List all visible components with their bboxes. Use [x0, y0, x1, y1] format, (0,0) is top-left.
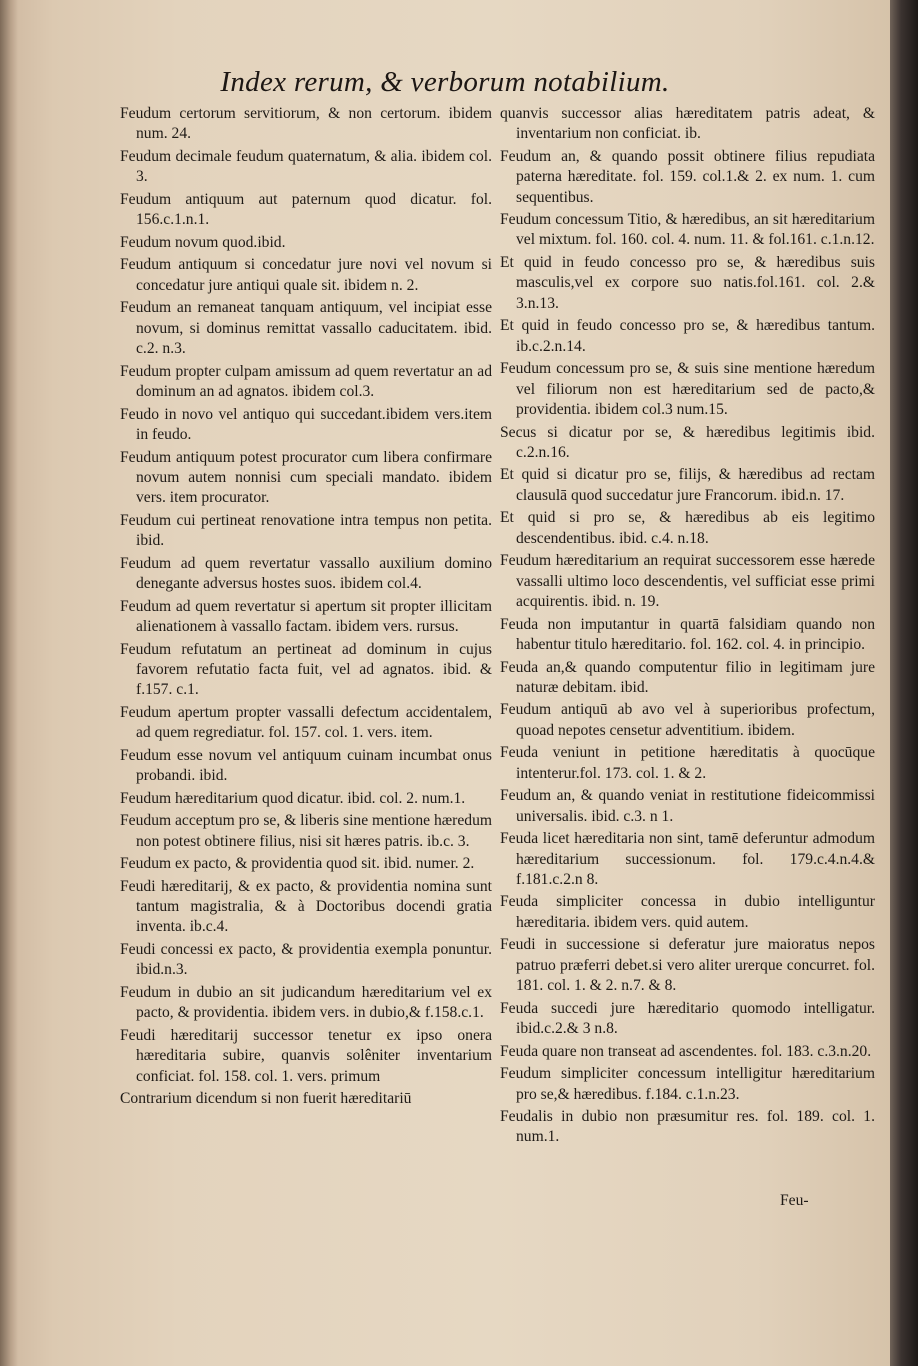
index-entry: Feudum ad quem revertatur vassallo auxilium domino denegante adversus hostes suos. ibidem col.4.	[120, 554, 492, 592]
index-entry: Feuda licet hæreditaria non sint, tamē deferuntur admodum hæreditarium successionum. fol. 179.c.4.n.4.& f.181.c.2.n 8.	[500, 830, 875, 888]
index-entry: Feudum hæreditarium an requirat successorem esse hærede vassalli ultimo loco descendentis, vel sufficiat esse primi acquirentis. ibid. n. 19.	[500, 552, 875, 610]
index-entry: Feudum esse novum vel antiquum cuinam incumbat onus probandi. ibid.	[120, 746, 492, 785]
index-entry: Secus si dicatur por se, & hæredibus legitimis ibid. c.2.n.16.	[500, 423, 875, 461]
page-gutter-shadow	[0, 0, 18, 1366]
index-entry: Feudum antiquum potest procurator cum libera confirmare novum autem nonnisi cum speciali mandato. ibidem vers. item procurator.	[120, 448, 492, 507]
index-entry: Contrarium dicendum si non fuerit hæreditariū	[120, 1090, 412, 1108]
index-entry: Feudum apertum propter vassalli defectum accidentalem, ad quem regrediatur. fol. 157. col. 1. vers. item.	[120, 703, 492, 742]
index-entry: Feuda simpliciter concessa in dubio intelliguntur hæreditaria. ibidem vers. quid autem.	[500, 893, 875, 931]
right-index-column	[500, 104, 875, 1150]
index-entry: Feuda veniunt in petitione hæreditatis à quocūque intenterur.fol. 173. col. 1. & 2.	[500, 744, 875, 782]
index-entry: Feudum concessum Titio, & hæredibus, an sit hæreditarium vel mixtum. fol. 160. col. 4. num. 11. & fol.161. c.1.n.12.	[500, 211, 875, 249]
index-entry: Feudum ad quem revertatur si apertum sit propter illicitam alienationem à vassallo factam. ibidem vers. rursus.	[120, 597, 492, 635]
index-entry: Feudum an remaneat tanquam antiquum, vel incipiat esse novum, si dominus remittat vassallo caducitatem. ibid. c.2. n.3.	[120, 299, 492, 357]
index-entry: Feudi concessi ex pacto, & providentia exempla ponuntur. ibid.n.3.	[120, 941, 492, 979]
index-entry: Feudum antiquum si concedatur jure novi vel novum si concedatur jure antiqui quale sit. ibidem n. 2.	[120, 256, 492, 294]
left-index-column	[120, 104, 492, 1112]
index-entry: Feudum simpliciter concessum intelligitur hæreditarium pro se,& hæredibus. f.184. c.1.n.23.	[500, 1065, 875, 1103]
index-entry: Feudo in novo vel antiquo qui succedant.ibidem vers.item in feudo.	[120, 405, 492, 443]
index-entry: Feudum cui pertineat renovatione intra tempus non petita. ibid.	[120, 511, 492, 550]
index-entry: Et quid si dicatur pro se, filijs, & hæredibus ad rectam clausulā quod succedatur jure Francorum. ibid.n. 17.	[500, 466, 875, 504]
index-entry: Feudum ex pacto, & providentia quod sit. ibid. numer. 2.	[120, 855, 475, 873]
index-entry: Feudi hæreditarij, & ex pacto, & providentia nomina sunt tantum magistralia, & à Doctoribus docendi gratia inventa. ib.c.4.	[120, 877, 492, 936]
index-entry: Feudum certorum servitiorum, & non certorum. ibidem num. 24.	[120, 105, 492, 143]
index-entry: Feudum an, & quando veniat in restitutione fideicommissi universalis. ibid. c.3. n 1.	[500, 787, 875, 825]
index-entry: Feudum propter culpam amissum ad quem revertatur an ad dominum an ad agnatos. ibidem col.3.	[120, 362, 492, 400]
index-entry: Feudum antiquū ab avo vel à superioribus profectum, quoad nepotes censetur adventitium. ibidem.	[500, 701, 875, 739]
index-entry: Et quid si pro se, & hæredibus ab eis legitimo descendentibus. ibid. c.4. n.18.	[500, 509, 875, 547]
index-entry: Et quid in feudo concesso pro se, & hæredibus suis masculis,vel ex corpore suo natis.fol.161. col. 2.& 3.n.13.	[500, 254, 875, 312]
book-edge	[890, 0, 918, 1366]
index-entry: quanvis successor alias hæreditatem patris adeat, & inventarium non conficiat. ib.	[500, 105, 875, 143]
index-entry: Feudum in dubio an sit judicandum hæreditarium vel ex pacto, & providentia. ibidem vers. in dubio,& f.158.c.1.	[120, 984, 492, 1022]
index-entry: Feuda succedi jure hæreditario quomodo intelligatur. ibid.c.2.& 3 n.8.	[500, 999, 875, 1037]
index-entry: Feudum an, & quando possit obtinere filius repudiata paterna hæreditate. fol. 159. col.1.& 2. ex num. 1. cum sequentibus.	[500, 147, 875, 206]
index-entry: Feuda non imputantur in quartā falsidiam quando non habentur titulo hæreditario. fol. 162. col. 4. in principio.	[500, 615, 875, 653]
catchword: Feu-	[780, 1192, 809, 1209]
index-entry: Feudi hæreditarij successor tenetur ex ipso onera hæreditaria subire, quanvis solêniter inventarium conficiat. fol. 158. col. 1. vers. primum	[120, 1026, 492, 1085]
index-entry: Feudalis in dubio non præsumitur res. fol. 189. col. 1. num.1.	[500, 1108, 875, 1146]
index-entry: Feudum refutatum an pertineat ad dominum in cujus favorem refutatio facta fuit, vel ad agnatos. ibid. & f.157. c.1.	[120, 640, 492, 699]
index-entry: Feudi in successione si deferatur jure maioratus nepos patruo præferri debet.si vero aliter urerque concurret. fol. 181. col. 1. & 2. n.7. & 8.	[500, 936, 875, 995]
index-entry: Feudum antiquum aut paternum quod dicatur. fol. 156.c.1.n.1.	[120, 190, 492, 229]
index-entry: Feudum acceptum pro se, & liberis sine mentione hæredum non potest obtinere filius, nisi sit hæres patris. ib.c. 3.	[120, 812, 493, 850]
index-entry: Feudum decimale feudum quaternatum, & alia. ibidem col. 3.	[120, 147, 492, 186]
index-entry: Et quid in feudo concesso pro se, & hæredibus tantum. ib.c.2.n.14.	[500, 317, 875, 355]
running-head: Index rerum, & verborum notabilium.	[220, 66, 670, 98]
index-entry: Feudum novum quod.ibid.	[120, 233, 286, 251]
index-entry: Feuda an,& quando computentur filio in legitimam jure naturæ debitam. ibid.	[500, 658, 875, 696]
index-entry: Feudum hæreditarium quod dicatur. ibid. col. 2. num.1.	[120, 789, 466, 807]
index-entry: Feudum concessum pro se, & suis sine mentione hæredum vel filiorum non est hæreditarium sed de pacto,& providentia. ibidem col.3 num.15.	[500, 360, 875, 418]
index-entry: Feuda quare non transeat ad ascendentes. fol. 183. c.3.n.20.	[500, 1042, 872, 1060]
